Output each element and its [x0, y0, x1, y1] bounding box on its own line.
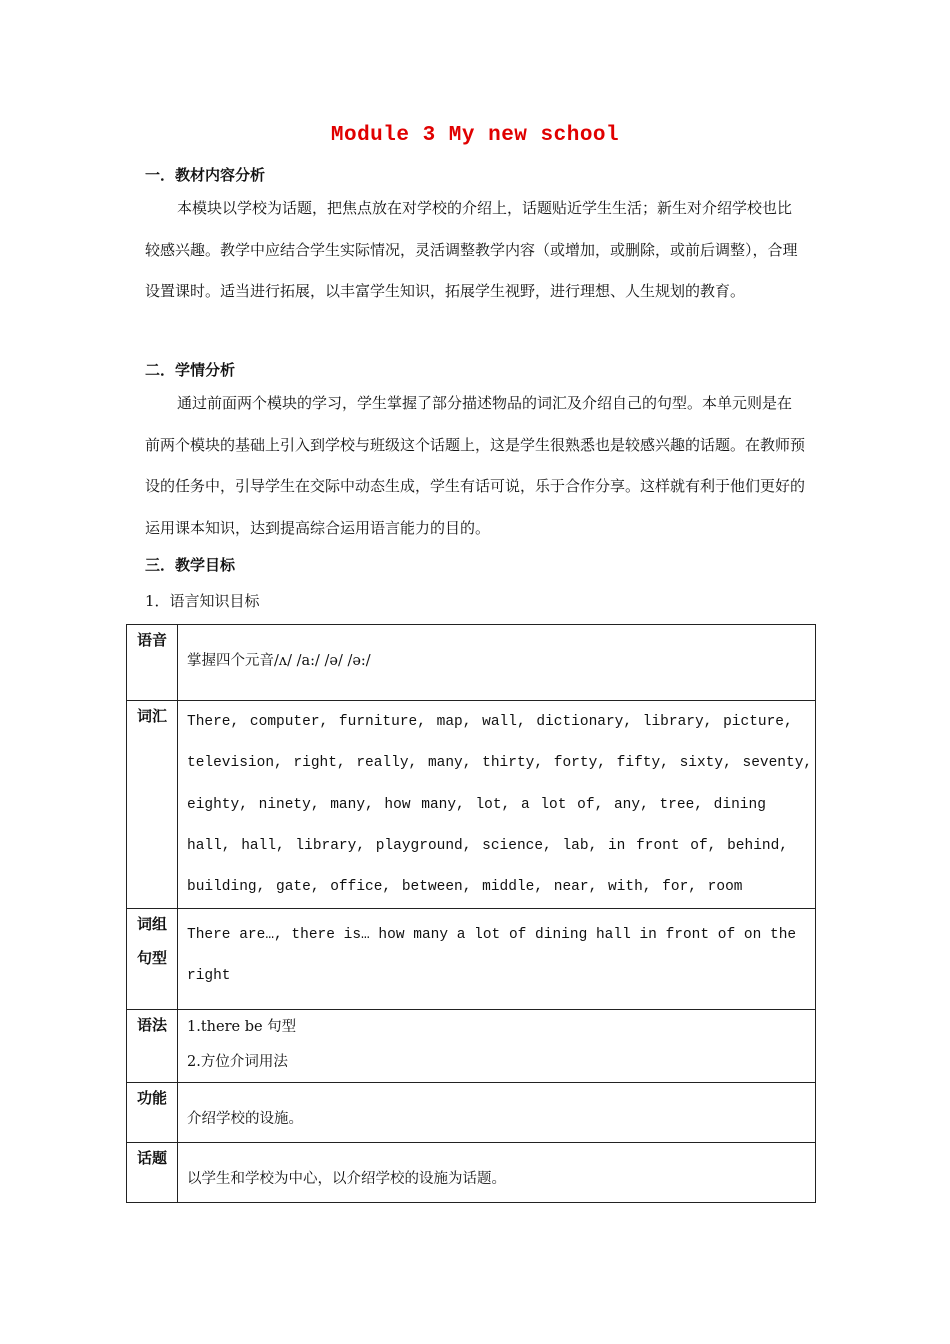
- section-heading-textbook-analysis: 一．教材内容分析: [145, 166, 266, 184]
- page-title: Module 3 My new school: [330, 124, 620, 147]
- row-content: [178, 1010, 816, 1083]
- row-label: 语音: [127, 625, 178, 701]
- row-label: 词汇: [127, 701, 178, 909]
- row-label: 功能: [127, 1083, 178, 1143]
- section-heading-teaching-goals: 三．教学目标: [145, 556, 236, 574]
- table-row: [127, 1143, 816, 1203]
- row-content: 掌握四个元音/ʌ/ /a:/ /ə/ /ə:/: [178, 625, 816, 701]
- section-heading-student-analysis: 二．学情分析: [145, 361, 236, 379]
- table-row: [127, 1083, 816, 1143]
- table-row: [127, 701, 816, 909]
- row-content: There are…, there is… how many a lot of dining hall in front of on the right: [178, 909, 816, 1010]
- row-content: 以学生和学校为中心，以介绍学校的设施为话题。: [178, 1143, 816, 1203]
- table-row: [127, 909, 816, 1010]
- section-paragraph-textbook-analysis: 本模块以学校为话题，把焦点放在对学校的介绍上，话题贴近学生生活；新生对介绍学校也比较感兴趣。教学中应结合学生实际情况，灵活调整教学内容（或增加，或删除，或前后调整），合理设置课时。适当进行拓展，以丰富学生知识，拓展学生视野，进行理想、人生规划的教育。: [145, 199, 798, 300]
- grammar-item: 1.there be 句型: [187, 1019, 297, 1036]
- row-content: There, computer, furniture, map, wall, dictionary, library, picture, television, right, really, many, thirty, forty, fifty, sixty, seventy, eighty, ninety, many, how many, lot, a lot of, any, tree, dining hall, hall, library, playground, science, lab, in front of, behind, building, gate, office, between, middle, near, with, for, room: [178, 701, 816, 909]
- goals-table: [126, 624, 816, 1203]
- row-label: 语法: [127, 1010, 178, 1083]
- table-row: [127, 1010, 816, 1083]
- table-row: [127, 625, 816, 701]
- section-paragraph-student-analysis: 通过前面两个模块的学习，学生掌握了部分描述物品的词汇及介绍自己的句型。本单元则是在前两个模块的基础上引入到学校与班级这个话题上，这是学生很熟悉也是较感兴趣的话题。在教师预设的任务中，引导学生在交际中动态生成，学生有话可说，乐于合作分享。这样就有利于他们更好的运用课本知识，达到提高综合运用语言能力的目的。: [145, 394, 806, 537]
- row-label: 话题: [127, 1143, 178, 1203]
- subheading-language-knowledge: 1．语言知识目标: [145, 592, 260, 610]
- grammar-item: 2.方位介词用法: [187, 1054, 288, 1071]
- row-label: 词组 句型: [127, 909, 178, 1010]
- row-content: 介绍学校的设施。: [178, 1083, 816, 1143]
